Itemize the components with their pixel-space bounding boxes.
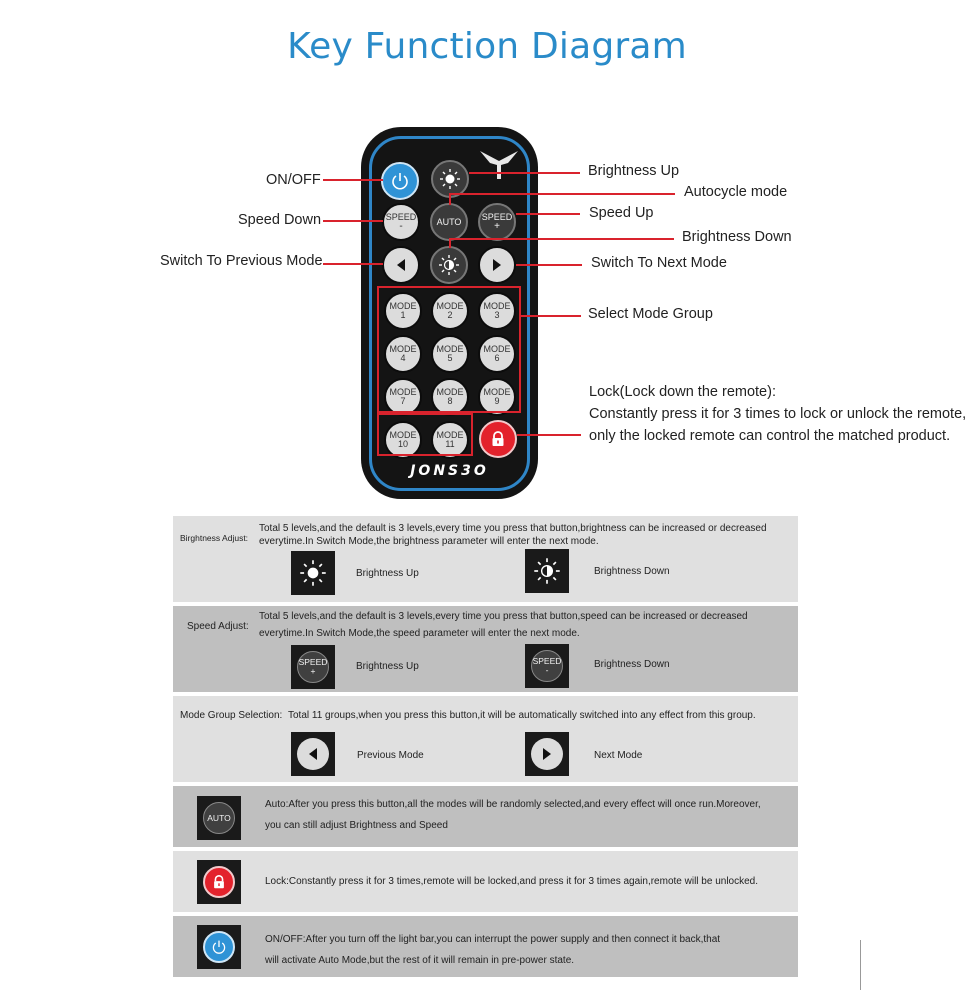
auto-icon: [203, 802, 235, 834]
mode-word: MODE: [389, 430, 417, 440]
left-arrow-icon: [394, 258, 408, 272]
lock-callout-line2: only the locked remote can control the matched product.: [589, 428, 951, 444]
mode-word: MODE: [483, 301, 511, 311]
callout-line-select-group: [521, 315, 581, 317]
brightness-down-callout: Brightness Down: [682, 229, 792, 245]
speed-up-text: Brightness Up: [356, 661, 419, 672]
lock-icon: [203, 866, 235, 898]
mode-number: 9: [494, 396, 500, 406]
lock-icon: [489, 430, 507, 448]
callout-line-previous: [323, 263, 383, 265]
half-sun-icon: [438, 254, 460, 276]
lock-callout-line1: Constantly press it for 3 times to lock or unlock the remote,: [589, 406, 967, 422]
auto-panel: [173, 786, 798, 847]
minus-sign: -: [399, 221, 403, 232]
right-arrow-icon: [531, 738, 563, 770]
auto-label: AUTO: [436, 216, 462, 227]
sun-icon: [297, 557, 329, 589]
mode-group-frame: [377, 286, 521, 413]
select-group-callout: Select Mode Group: [588, 306, 713, 322]
speed-panel-line1: Total 5 levels,and the default is 3 levels,every time you press that button,speed can be increased or decreased: [259, 611, 748, 622]
mode-word: MODE: [436, 301, 464, 311]
mode-number: 4: [400, 353, 406, 363]
speed-down-callout: Speed Down: [238, 212, 322, 228]
speed-down-text: Brightness Down: [594, 659, 670, 670]
page-title: Key Function Diagram: [287, 26, 687, 67]
speed-panel-label: Speed Adjust:: [187, 621, 249, 632]
lock-icon-box: [197, 860, 241, 904]
speed-down-icon: [531, 650, 563, 682]
auto-panel-line1: Auto:After you press this button,all the modes will be randomly selected,and every effect will once run.Moreover,: [265, 799, 761, 810]
power-icon-box: [197, 925, 241, 969]
lock-panel-text: Lock:Constantly press it for 3 times,remote will be locked,and press it for 3 times again,remote will be unlocked.: [265, 876, 758, 887]
speed-down-icon-box: [525, 644, 569, 688]
mode-group-panel: [173, 696, 798, 782]
on-off-label: ON/OFF: [266, 172, 321, 188]
next-mode-icon-box: [525, 732, 569, 776]
mode-number: 6: [494, 353, 500, 363]
mode-word: MODE: [389, 344, 417, 354]
mode-number: 3: [494, 310, 500, 320]
callout-line-speed-down: [323, 220, 383, 222]
mode-number: 2: [447, 310, 453, 320]
mode-word: MODE: [436, 344, 464, 354]
speed-down-icon-label: SPEED: [532, 656, 562, 666]
next-mode-button[interactable]: [478, 246, 516, 284]
mode-group-panel-label: Mode Group Selection:: [180, 710, 283, 721]
speed-up-icon: [297, 651, 329, 683]
power-icon: [203, 931, 235, 963]
mode-word: MODE: [389, 387, 417, 397]
brightness-panel: [173, 516, 798, 602]
previous-mode-button[interactable]: [382, 246, 420, 284]
callout-line-brightness-down: [449, 238, 674, 240]
auto-button[interactable]: [430, 203, 468, 241]
lock-panel: [173, 851, 798, 912]
divider-line: [860, 940, 861, 990]
brightness-panel-label: Birghtness Adjust:: [180, 533, 249, 543]
lock-button[interactable]: [479, 420, 517, 458]
mode-word: MODE: [436, 430, 464, 440]
auto-icon-label: AUTO: [207, 812, 231, 823]
brightness-up-text: Brightness Up: [356, 568, 419, 579]
mode-number: 10: [397, 439, 408, 449]
plus-sign: +: [310, 666, 316, 676]
plus-sign: +: [494, 221, 500, 232]
callout-line-on-off: [323, 179, 383, 181]
callout-line-brightness-down-drop: [449, 238, 451, 248]
callout-line-next: [516, 264, 582, 266]
mode-group-frame-lower: [377, 413, 473, 456]
brightness-down-icon-box: [525, 549, 569, 593]
brightness-down-button[interactable]: [430, 246, 468, 284]
previous-mode-text: Previous Mode: [357, 750, 424, 761]
speed-up-label: SPEED: [481, 212, 513, 222]
next-mode-text: Next Mode: [594, 750, 643, 761]
next-mode-callout: Switch To Next Mode: [591, 255, 727, 271]
sun-icon: [439, 168, 461, 190]
on-off-panel-line1: ON/OFF:After you turn off the light bar,you can interrupt the power supply and then connect it back,that: [265, 934, 721, 945]
auto-icon-box: [197, 796, 241, 840]
previous-mode-icon-box: [291, 732, 335, 776]
callout-line-autocycle: [449, 193, 675, 195]
callout-line-speed-up: [516, 213, 580, 215]
mode-word: MODE: [436, 387, 464, 397]
brightness-panel-line1: Total 5 levels,and the default is 3 levels,every time you press that button,brightness can be increased or decreased: [259, 523, 767, 534]
speed-up-icon-label: SPEED: [298, 657, 328, 667]
speed-up-button[interactable]: [478, 203, 516, 241]
speed-up-icon-box: [291, 645, 335, 689]
power-button[interactable]: [381, 162, 419, 200]
brand-logo-text: JONS3O: [410, 463, 489, 479]
mode-number: 1: [400, 310, 406, 320]
speed-up-callout: Speed Up: [589, 205, 654, 221]
brightness-up-icon-box: [291, 551, 335, 595]
mode-word: MODE: [483, 387, 511, 397]
on-off-panel: [173, 916, 798, 977]
previous-mode-callout: Switch To Previous Mode: [160, 253, 323, 269]
auto-panel-line2: you can still adjust Brightness and Speed: [265, 820, 448, 831]
right-arrow-icon: [490, 258, 504, 272]
callout-line-autocycle-drop: [449, 193, 451, 205]
mode-word: MODE: [389, 301, 417, 311]
minus-sign: -: [545, 665, 549, 675]
autocycle-callout: Autocycle mode: [684, 184, 788, 200]
callout-line-lock: [517, 434, 581, 436]
mode-number: 7: [400, 396, 406, 406]
brightness-panel-line2: everytime.In Switch Mode,the brightness parameter will enter the next mode.: [259, 536, 599, 547]
mode-group-panel-text: Total 11 groups,when you press this button,it will be automatically switched into any effect from this group.: [288, 710, 756, 721]
on-off-panel-line2: will activate Auto Mode,but the rest of it will remain in pre-power state.: [265, 955, 575, 966]
brightness-down-text: Brightness Down: [594, 566, 670, 577]
speed-down-label: SPEED: [385, 212, 417, 222]
mode-number: 11: [445, 439, 455, 449]
mode-number: 5: [447, 353, 453, 363]
lock-callout-title: Lock(Lock down the remote):: [589, 384, 776, 400]
callout-line-brightness-up: [469, 172, 580, 174]
brand-emblem-icon: [478, 149, 520, 181]
power-icon: [390, 171, 410, 191]
mode-word: MODE: [483, 344, 511, 354]
half-sun-icon: [531, 555, 563, 587]
speed-down-button[interactable]: [382, 203, 420, 241]
speed-panel-line2: everytime.In Switch Mode,the speed parameter will enter the next mode.: [259, 628, 580, 639]
mode-number: 8: [447, 396, 453, 406]
brightness-up-callout: Brightness Up: [588, 163, 680, 179]
speed-panel: [173, 606, 798, 692]
left-arrow-icon: [297, 738, 329, 770]
